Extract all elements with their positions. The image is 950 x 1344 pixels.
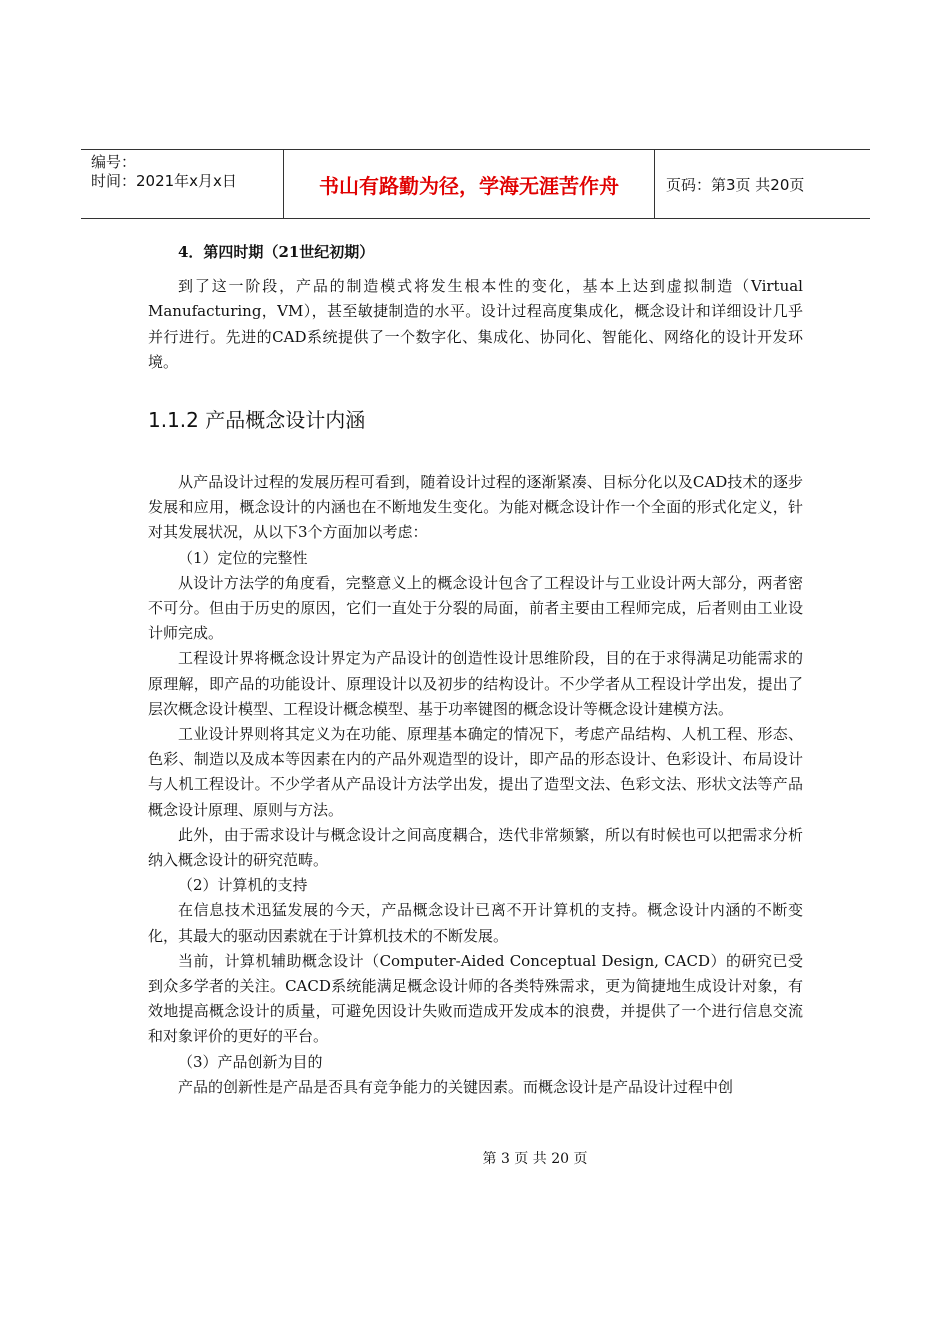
section4-paragraph: 到了这一阶段，产品的制造模式将发生根本性的变化，基本上达到虚拟制造（Virtual Manufacturing，VM），甚至敏捷制造的水平。设计过程高度集成化，概念设计和详细设计几乎并行进行。先进的CAD系统提供了一个数字化、集成化、协同化、智能化、网络化的设计开发环境。: [148, 277, 803, 371]
paragraph: 工业设计界则将其定义为在功能、原理基本确定的情况下，考虑产品结构、人机工程、形态、色彩、制造以及成本等因素在内的产品外观造型的设计，即产品的形态设计、色彩设计、布局设计与人机工程设计。不少学者从产品设计方法学出发，提出了造型文法、色彩文法、形状文法等产品概念设计原理、原则与方法。: [148, 725, 803, 819]
paragraph: 产品的创新性是产品是否具有竞争能力的关键因素。而概念设计是产品设计过程中创: [178, 1077, 734, 1096]
header-meta: [81, 150, 284, 218]
date-label: 时间：2021年x月x日: [91, 172, 237, 190]
section4-title: 4．第四时期（21世纪初期）: [178, 243, 375, 261]
footer-page-number: 第 3 页 共 20 页: [482, 1151, 588, 1167]
paragraph: 工程设计界将概念设计界定为产品设计的创造性设计思维阶段，目的在于求得满足功能需求的原理解，即产品的功能设计、原理设计以及初步的结构设计。不少学者从工程设计学出发，提出了层次概念设计模型、工程设计概念模型、基于功率键图的概念设计等概念设计建模方法。: [148, 649, 803, 718]
subsection-3-title: （3）产品创新为目的: [178, 1052, 323, 1071]
section-heading: 1.1.2 产品概念设计内涵: [148, 408, 366, 433]
subsection-1-title: （1）定位的完整性: [178, 548, 308, 567]
document-header: [81, 149, 870, 219]
paragraph: 在信息技术迅猛发展的今天，产品概念设计已离不开计算机的支持。概念设计内涵的不断变化，其最大的驱动因素就在于计算机技术的不断发展。: [148, 901, 803, 945]
header-page-info: 页码：第3页 共20页: [666, 175, 805, 194]
paragraph: 此外，由于需求设计与概念设计之间高度耦合，迭代非常频繁，所以有时候也可以把需求分析纳入概念设计的研究范畴。: [148, 825, 803, 870]
page-content: [148, 240, 803, 1100]
paragraph: 从设计方法学的角度看，完整意义上的概念设计包含了工程设计与工业设计两大部分，两者密不可分。但由于历史的原因，它们一直处于分裂的局面，前者主要由工程师完成，后者则由工业设计师完成。: [148, 573, 803, 643]
header-motto: 书山有路勤为径，学海无涯苦作舟: [284, 150, 655, 218]
intro-paragraph: 从产品设计过程的发展历程可看到，随着设计过程的逐渐紧凑、目标分化以及CAD技术的逐步发展和应用，概念设计的内涵也在不断地发生变化。为能对概念设计作一个全面的形式化定义，针对其发展状况，从以下3个方面加以考虑：: [148, 473, 803, 542]
number-label: 编号：: [91, 153, 137, 171]
page-footer: [0, 1148, 950, 1168]
subsection-2-title: （2）计算机的支持: [178, 876, 308, 895]
paragraph: 当前，计算机辅助概念设计（Computer-Aided Conceptual Design, CACD）的研究已受到众多学者的关注。CACD系统能满足概念设计师的各类特殊需求，更为简捷地生成设计对象，有效地提高概念设计的质量，可避免因设计失败而造成开发成本的浪费，并提供了一个进行信息交流和对象评价的更好的平台。: [148, 951, 803, 1046]
